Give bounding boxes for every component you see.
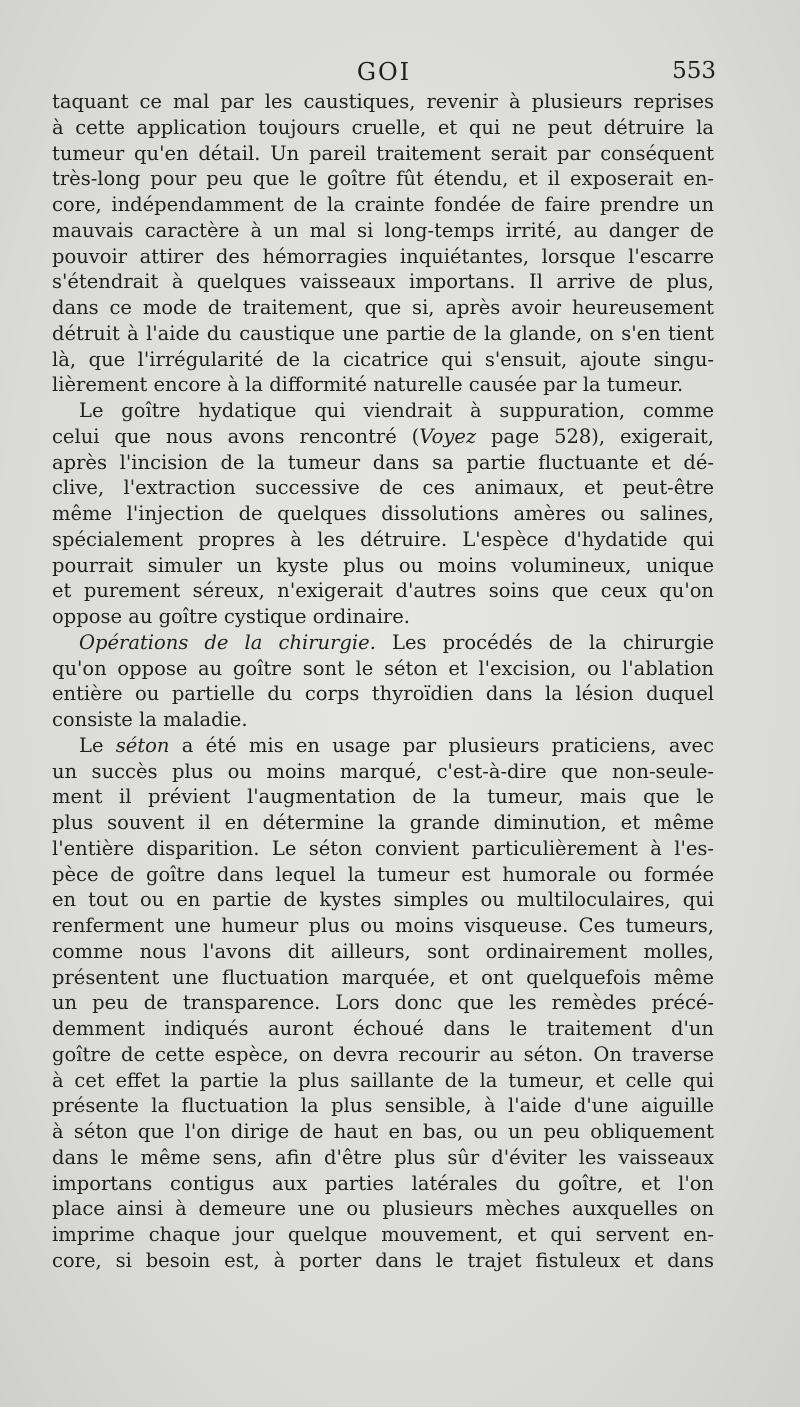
text-line: tumeur qu'en détail. Un pareil traitement serait par conséquent [52, 141, 714, 165]
text-line: et purement séreux, n'exigerait d'autres soins que ceux qu'on [52, 579, 714, 603]
text-line: pèce de goître dans lequel la tumeur est humorale ou formée [52, 862, 714, 886]
text-line: mauvais caractère à un mal si long-temps irrité, au danger de [52, 218, 714, 242]
text-line: renferment une humeur plus ou moins visqueuse. Ces tumeurs, [52, 914, 714, 937]
text-line [52, 733, 714, 759]
page-number: 553 [672, 58, 716, 84]
text-line: ment il prévient l'augmentation de la tumeur, mais que le [52, 785, 714, 809]
line-text: celui que nous avons rencontré ( [52, 424, 420, 448]
text-line: entière ou partielle du corps thyroïdien dans la lésion duquel [52, 682, 714, 706]
text-line: très-long pour peu que le goître fût étendu, et il exposerait en- [52, 167, 714, 191]
page-header [52, 58, 716, 90]
text-line: à séton que l'on dirige de haut en bas, ou un peu obliquement [52, 1120, 714, 1143]
text-line: taquant ce mal par les caustiques, revenir à plusieurs reprises [52, 90, 714, 113]
text-line: un peu de transparence. Lors donc que les remèdes précé- [52, 991, 714, 1015]
text-line: pouvoir attirer des hémorragies inquiétantes, lorsque l'escarre [52, 244, 714, 268]
text-line: en tout ou en partie de kystes simples ou multiloculaires, qui [52, 888, 714, 912]
text-line: consiste la maladie. [52, 708, 248, 731]
text-line: plus souvent il en détermine la grande diminution, et même [52, 811, 714, 834]
text-line [52, 630, 714, 656]
text-line: spécialement propres à les détruire. L'espèce d'hydatide qui [52, 527, 714, 551]
text-line: présentent une fluctuation marquée, et ont quelquefois même [52, 965, 714, 989]
text-line: l'entière disparition. Le séton convient particulièrement à l'es- [52, 836, 714, 860]
line-text: a été mis en usage par plusieurs praticiens, avec [169, 733, 714, 757]
text-line: s'étendrait à quelques vaisseaux importans. Il arrive de plus, [52, 270, 714, 294]
text-line: détruit à l'aide du caustique une partie de la glande, on s'en tient [52, 321, 714, 345]
text-line: oppose au goître cystique ordinaire. [52, 605, 410, 628]
text-line [52, 424, 714, 450]
text-line: à cette application toujours cruelle, et qui ne peut détruire la [52, 115, 714, 139]
text-line: goître de cette espèce, on devra recourir au séton. On traverse [52, 1042, 714, 1066]
italic-term: séton [115, 733, 170, 757]
text-line: même l'injection de quelques dissolutions amères ou salines, [52, 502, 714, 525]
text-line: à cet effet la partie la plus saillante de la tumeur, et celle qui [52, 1068, 714, 1092]
text-line: importans contigus aux parties latérales du goître, et l'on [52, 1171, 714, 1195]
text-line: dans le même sens, afin d'être plus sûr d'éviter les vaisseaux [52, 1145, 714, 1169]
body-text [52, 89, 714, 1274]
line-text: page 528), exigerait, [476, 424, 714, 448]
text-line: qu'on oppose au goître sont le séton et l'excision, ou l'ablation [52, 656, 714, 680]
text-line: comme nous l'avons dit ailleurs, sont ordinairement molles, [52, 939, 714, 963]
section-heading: Opérations de la chirurgie. [79, 630, 376, 654]
text-line: présente la fluctuation la plus sensible, à l'aide d'une aiguille [52, 1094, 714, 1118]
text-line: core, si besoin est, à porter dans le trajet fistuleux et dans [52, 1248, 714, 1272]
text-line: dans ce mode de traitement, que si, après avoir heureusement [52, 296, 714, 319]
text-line: lièrement encore à la difformité naturelle causée par la tumeur. [52, 373, 684, 397]
text-line: imprime chaque jour quelque mouvement, et qui servent en- [52, 1223, 714, 1246]
text-line: core, indépendamment de la crainte fondée de faire prendre un [52, 193, 714, 216]
running-head: GOI [356, 58, 412, 86]
line-text: Les procédés de la chirurgie [375, 630, 714, 654]
text-line: là, que l'irrégularité de la cicatrice qui s'ensuit, ajoute singu- [52, 347, 714, 371]
text-line: après l'incision de la tumeur dans sa partie fluctuante et dé- [52, 450, 714, 474]
italic-reference: Voyez [419, 424, 477, 448]
text-line: place ainsi à demeure une ou plusieurs mèches auxquelles on [52, 1197, 714, 1221]
text-line: demment indiqués auront échoué dans le traitement d'un [52, 1017, 714, 1040]
text-line: un succès plus ou moins marqué, c'est-à-dire que non-seule- [52, 759, 714, 783]
line-text: Le [79, 733, 116, 757]
text-line: clive, l'extraction successive de ces animaux, et peut-être [52, 476, 714, 500]
text-line: Le goître hydatique qui viendrait à suppuration, comme [79, 399, 714, 422]
text-line: pourrait simuler un kyste plus ou moins volumineux, unique [52, 553, 714, 577]
